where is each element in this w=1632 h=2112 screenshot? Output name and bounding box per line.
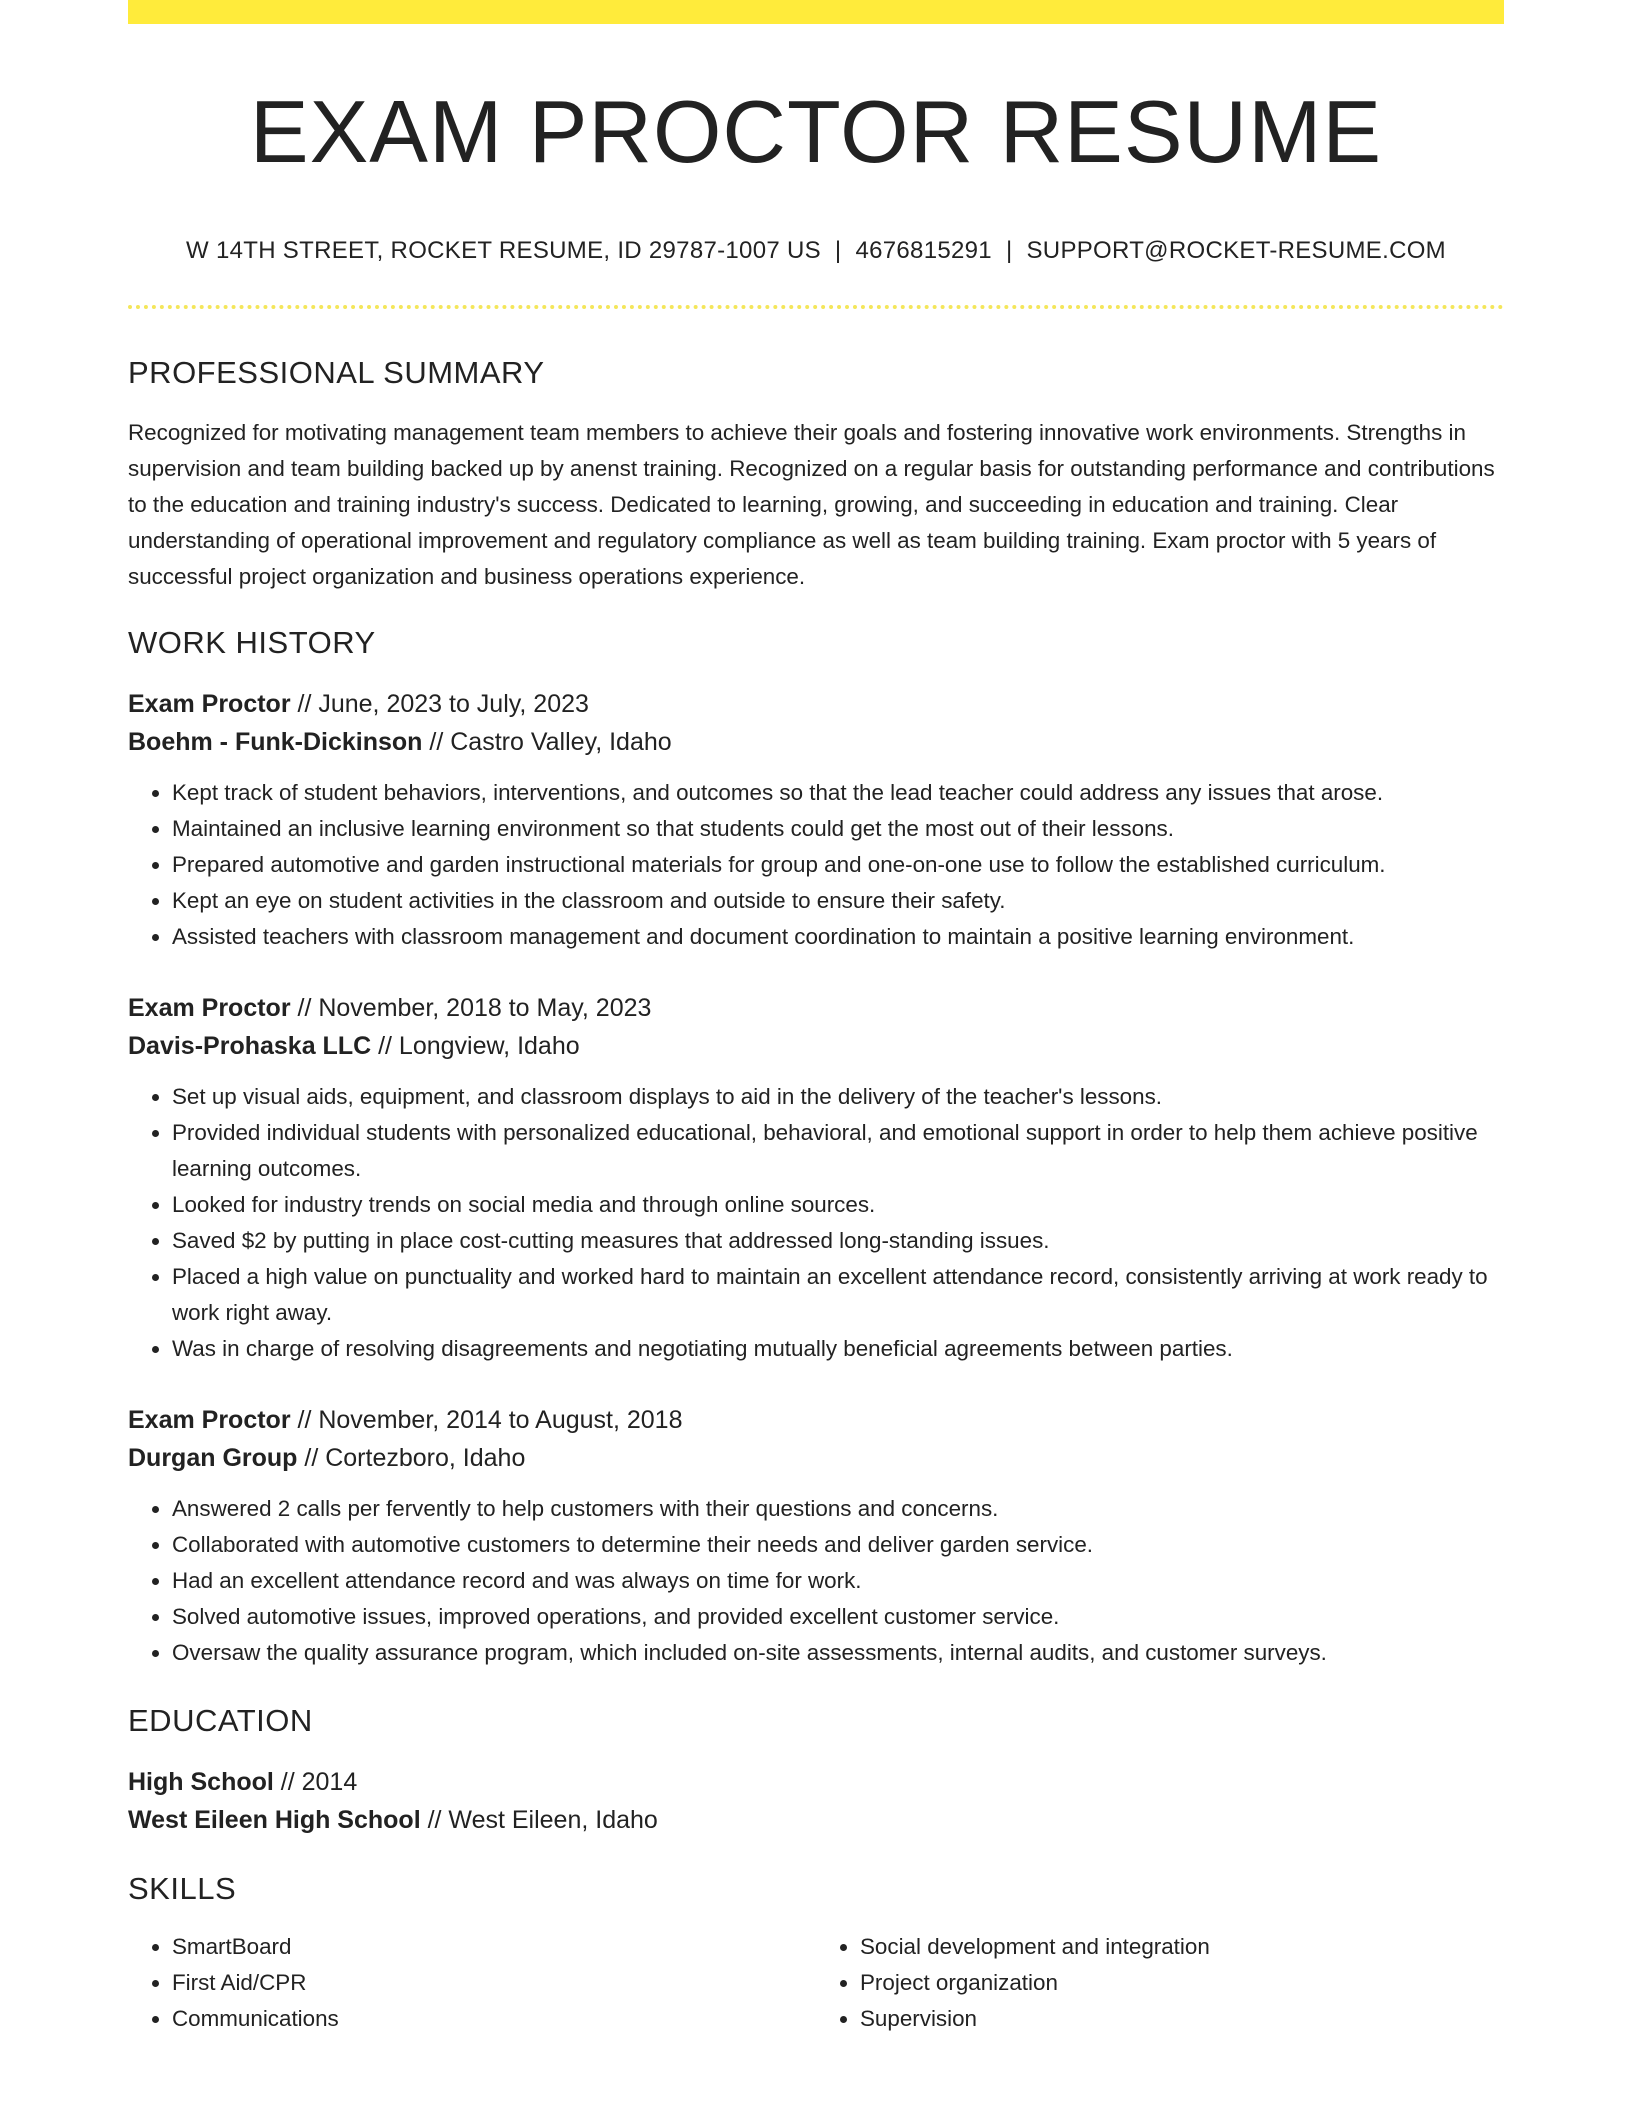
accent-top-bar bbox=[128, 0, 1504, 24]
job-title-line bbox=[128, 989, 1504, 1027]
job-entry bbox=[128, 989, 1504, 1367]
section-title-skills: SKILLS bbox=[128, 1870, 237, 1906]
job-location: // Castro Valley, Idaho bbox=[422, 727, 672, 756]
job-company-line bbox=[128, 1439, 1504, 1477]
job-bullet: • Had an excellent attendance record and was always on time for work. bbox=[172, 1563, 1504, 1599]
job-bullets bbox=[128, 1491, 1504, 1671]
contact-line bbox=[128, 237, 1504, 265]
skill-item: • SmartBoard bbox=[172, 1929, 816, 1965]
job-role: Exam Proctor bbox=[128, 689, 291, 718]
education-school: West Eileen High School bbox=[128, 1805, 421, 1834]
skills-grid bbox=[128, 1929, 1504, 2037]
job-bullet: • Was in charge of resolving disagreements and negotiating mutually beneficial agreements between parties. bbox=[172, 1331, 1504, 1367]
education-year: // 2014 bbox=[273, 1767, 358, 1796]
job-bullet: • Solved automotive issues, improved operations, and provided excellent customer service. bbox=[172, 1599, 1504, 1635]
job-title-line bbox=[128, 1401, 1504, 1439]
job-dates: // June, 2023 to July, 2023 bbox=[290, 689, 589, 718]
contact-address: W 14TH STREET, ROCKET RESUME, ID 29787-1007 US bbox=[186, 236, 821, 264]
job-company-line bbox=[128, 1027, 1504, 1065]
job-entry bbox=[128, 1401, 1504, 1671]
job-company: Davis-Prohaska LLC bbox=[128, 1031, 372, 1060]
job-company: Boehm - Funk-Dickinson bbox=[128, 727, 423, 756]
job-bullet: • Saved $2 by putting in place cost-cutting measures that addressed long-standing issues. bbox=[172, 1223, 1504, 1259]
job-dates: // November, 2014 to August, 2018 bbox=[290, 1405, 683, 1434]
job-bullet: • Kept track of student behaviors, interventions, and outcomes so that the lead teacher could address any issues that arose. bbox=[172, 775, 1504, 811]
job-role: Exam Proctor bbox=[128, 993, 291, 1022]
education-degree-line bbox=[128, 1763, 1504, 1801]
skill-item: • Social development and integration bbox=[860, 1929, 1504, 1965]
skill-item: • Supervision bbox=[860, 2001, 1504, 2037]
page-title: EXAM PROCTOR RESUME bbox=[249, 82, 1383, 181]
work-history-list bbox=[128, 685, 1504, 1671]
skills-column-right bbox=[816, 1929, 1504, 2037]
skill-item: • Project organization bbox=[860, 1965, 1504, 2001]
job-location: // Longview, Idaho bbox=[371, 1031, 580, 1060]
job-bullet: • Maintained an inclusive learning environment so that students could get the most out of their lessons. bbox=[172, 811, 1504, 847]
job-bullets bbox=[128, 775, 1504, 955]
job-bullets bbox=[128, 1079, 1504, 1367]
job-company-line bbox=[128, 723, 1504, 761]
job-bullet: • Placed a high value on punctuality and worked hard to maintain an excellent attendance record, consistently arriving at work ready to work right away. bbox=[172, 1259, 1504, 1331]
summary-text: Recognized for motivating management team members to achieve their goals and fostering innovative work environments. Strengths in supervision and team building backed up by anenst training. Recognized on a regular basis for outstanding performance and contributions to the education and training industry's success. Dedicated to learning, growing, and succeeding in education and training. Clear understanding of operational improvement and regulatory compliance as well as team building training. Exam proctor with 5 years of successful project organization and business operations experience. bbox=[128, 419, 1495, 589]
job-dates: // November, 2018 to May, 2023 bbox=[290, 993, 652, 1022]
section-title-summary: PROFESSIONAL SUMMARY bbox=[128, 354, 545, 390]
dotted-divider bbox=[128, 305, 1504, 309]
education-entry bbox=[128, 1763, 1504, 1839]
section-title-work-history: WORK HISTORY bbox=[128, 624, 376, 660]
contact-separator: | bbox=[834, 236, 842, 264]
job-location: // Cortezboro, Idaho bbox=[297, 1443, 526, 1472]
job-company: Durgan Group bbox=[128, 1443, 298, 1472]
contact-phone: 4676815291 bbox=[855, 236, 992, 264]
job-bullet: • Prepared automotive and garden instructional materials for group and one-on-one use to follow the established curriculum. bbox=[172, 847, 1504, 883]
skill-item: • First Aid/CPR bbox=[172, 1965, 816, 2001]
job-bullet: • Provided individual students with personalized educational, behavioral, and emotional support in order to help them achieve positive learning outcomes. bbox=[172, 1115, 1504, 1187]
contact-separator: | bbox=[1005, 236, 1013, 264]
education-school-line bbox=[128, 1801, 1504, 1839]
job-bullet: • Looked for industry trends on social media and through online sources. bbox=[172, 1187, 1504, 1223]
job-bullet: • Collaborated with automotive customers to determine their needs and deliver garden service. bbox=[172, 1527, 1504, 1563]
contact-email: SUPPORT@ROCKET-RESUME.COM bbox=[1026, 236, 1446, 264]
section-title-education: EDUCATION bbox=[128, 1702, 313, 1738]
job-bullet: • Kept an eye on student activities in the classroom and outside to ensure their safety. bbox=[172, 883, 1504, 919]
job-role: Exam Proctor bbox=[128, 1405, 291, 1434]
education-location: // West Eileen, Idaho bbox=[420, 1805, 658, 1834]
job-entry bbox=[128, 685, 1504, 955]
job-title-line bbox=[128, 685, 1504, 723]
skill-item: • Communications bbox=[172, 2001, 816, 2037]
education-degree: High School bbox=[128, 1767, 274, 1796]
job-bullet: • Oversaw the quality assurance program, which included on-site assessments, internal audits, and customer surveys. bbox=[172, 1635, 1504, 1671]
resume-page bbox=[128, 0, 1504, 2037]
job-bullet: • Set up visual aids, equipment, and classroom displays to aid in the delivery of the teacher's lessons. bbox=[172, 1079, 1504, 1115]
skills-column-left bbox=[128, 1929, 816, 2037]
job-bullet: • Assisted teachers with classroom management and document coordination to maintain a positive learning environment. bbox=[172, 919, 1504, 955]
job-bullet: • Answered 2 calls per fervently to help customers with their questions and concerns. bbox=[172, 1491, 1504, 1527]
